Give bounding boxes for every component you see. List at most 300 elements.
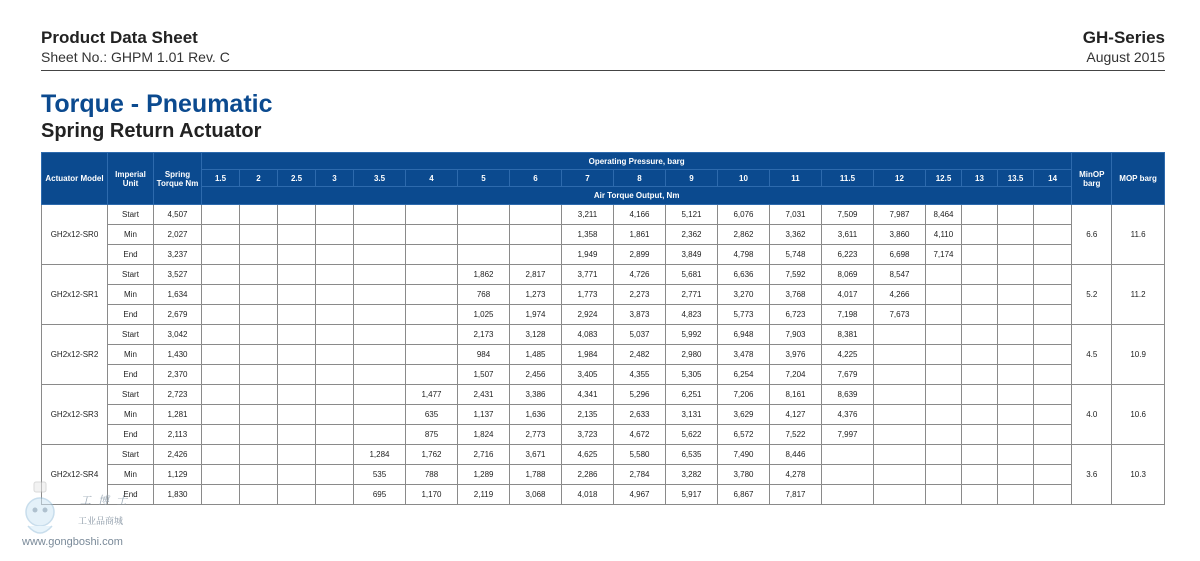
torque-value-cell xyxy=(202,465,240,485)
torque-value-cell: 4,127 xyxy=(770,405,822,425)
actuator-model-cell: GH2x12-SR1 xyxy=(42,265,108,325)
torque-value-cell xyxy=(354,385,406,405)
minop-cell: 4.0 xyxy=(1072,385,1112,445)
torque-value-cell xyxy=(278,365,316,385)
torque-value-cell xyxy=(874,345,926,365)
torque-value-cell xyxy=(822,485,874,505)
table-row xyxy=(42,265,1165,285)
page-title: Torque - Pneumatic xyxy=(41,90,273,118)
torque-value-cell xyxy=(926,425,962,445)
torque-value-cell: 7,673 xyxy=(874,305,926,325)
torque-value-cell: 2,980 xyxy=(666,345,718,365)
torque-value-cell: 2,817 xyxy=(510,265,562,285)
torque-value-cell xyxy=(962,345,998,365)
torque-value-cell xyxy=(406,205,458,225)
torque-value-cell xyxy=(202,245,240,265)
pressure-col-header: 12.5 xyxy=(926,170,962,187)
torque-value-cell: 7,174 xyxy=(926,245,962,265)
torque-value-cell: 6,076 xyxy=(718,205,770,225)
torque-value-cell xyxy=(962,465,998,485)
torque-value-cell: 1,824 xyxy=(458,425,510,445)
torque-value-cell xyxy=(354,405,406,425)
torque-value-cell: 4,017 xyxy=(822,285,874,305)
torque-value-cell xyxy=(1034,325,1072,345)
header-spring-torque: Spring Torque Nm xyxy=(154,153,202,205)
document-header-left xyxy=(41,28,230,66)
torque-value-cell xyxy=(962,205,998,225)
table-row xyxy=(42,465,1165,485)
torque-value-cell xyxy=(926,325,962,345)
torque-value-cell: 5,305 xyxy=(666,365,718,385)
watermark-url: www.gongboshi.com xyxy=(22,536,123,548)
torque-value-cell xyxy=(926,265,962,285)
torque-value-cell xyxy=(202,385,240,405)
minop-cell: 5.2 xyxy=(1072,265,1112,325)
torque-value-cell xyxy=(1034,305,1072,325)
torque-value-cell xyxy=(354,285,406,305)
torque-value-cell: 2,862 xyxy=(718,225,770,245)
torque-value-cell: 3,629 xyxy=(718,405,770,425)
torque-value-cell xyxy=(962,405,998,425)
torque-value-cell xyxy=(998,325,1034,345)
torque-value-cell: 7,592 xyxy=(770,265,822,285)
table-row xyxy=(42,365,1165,385)
torque-value-cell xyxy=(316,485,354,505)
spring-torque-cell: 1,129 xyxy=(154,465,202,485)
torque-value-cell xyxy=(822,465,874,485)
actuator-model-cell: GH2x12-SR0 xyxy=(42,205,108,265)
torque-value-cell: 7,204 xyxy=(770,365,822,385)
torque-value-cell xyxy=(278,225,316,245)
torque-value-cell xyxy=(354,345,406,365)
torque-value-cell xyxy=(998,265,1034,285)
spring-torque-cell: 1,830 xyxy=(154,485,202,505)
torque-value-cell xyxy=(316,345,354,365)
torque-value-cell xyxy=(240,265,278,285)
spring-torque-cell: 2,113 xyxy=(154,425,202,445)
torque-value-cell: 695 xyxy=(354,485,406,505)
torque-value-cell xyxy=(998,285,1034,305)
torque-value-cell: 3,386 xyxy=(510,385,562,405)
pressure-col-header: 14 xyxy=(1034,170,1072,187)
doc-title: Product Data Sheet xyxy=(41,28,198,47)
torque-value-cell xyxy=(962,385,998,405)
sheet-number: Sheet No.: GHPM 1.01 Rev. C xyxy=(41,49,230,65)
torque-value-cell xyxy=(458,245,510,265)
unit-cell: End xyxy=(108,245,154,265)
pressure-col-header: 2 xyxy=(240,170,278,187)
torque-value-cell xyxy=(926,385,962,405)
torque-value-cell xyxy=(998,225,1034,245)
torque-value-cell: 2,173 xyxy=(458,325,510,345)
torque-value-cell xyxy=(278,245,316,265)
spring-torque-cell: 4,507 xyxy=(154,205,202,225)
torque-value-cell: 6,572 xyxy=(718,425,770,445)
unit-cell: Min xyxy=(108,345,154,365)
torque-value-cell: 5,992 xyxy=(666,325,718,345)
torque-value-cell xyxy=(962,365,998,385)
torque-value-cell: 6,535 xyxy=(666,445,718,465)
torque-value-cell xyxy=(1034,445,1072,465)
torque-value-cell: 4,672 xyxy=(614,425,666,445)
torque-value-cell xyxy=(354,265,406,285)
torque-value-cell xyxy=(278,385,316,405)
torque-value-cell xyxy=(998,405,1034,425)
torque-value-cell xyxy=(202,225,240,245)
torque-value-cell xyxy=(240,285,278,305)
header-mop: MOP barg xyxy=(1112,153,1165,205)
torque-value-cell: 2,924 xyxy=(562,305,614,325)
minop-cell: 4.5 xyxy=(1072,325,1112,385)
table-row xyxy=(42,225,1165,245)
torque-value-cell xyxy=(406,285,458,305)
pressure-col-header: 10 xyxy=(718,170,770,187)
torque-value-cell: 6,223 xyxy=(822,245,874,265)
table-row xyxy=(42,325,1165,345)
document-header-right xyxy=(1083,28,1165,66)
torque-value-cell xyxy=(354,225,406,245)
torque-value-cell xyxy=(1034,285,1072,305)
torque-value-cell: 5,917 xyxy=(666,485,718,505)
torque-value-cell xyxy=(202,445,240,465)
torque-value-cell xyxy=(316,365,354,385)
table-row xyxy=(42,445,1165,465)
pressure-col-header: 1.5 xyxy=(202,170,240,187)
torque-value-cell: 2,135 xyxy=(562,405,614,425)
torque-value-cell xyxy=(202,425,240,445)
torque-value-cell xyxy=(962,305,998,325)
torque-value-cell xyxy=(240,205,278,225)
torque-value-cell xyxy=(316,305,354,325)
torque-value-cell xyxy=(354,245,406,265)
pressure-col-header: 11 xyxy=(770,170,822,187)
torque-value-cell xyxy=(202,305,240,325)
torque-value-cell xyxy=(240,465,278,485)
torque-value-cell xyxy=(998,445,1034,465)
torque-value-cell xyxy=(202,265,240,285)
torque-value-cell xyxy=(962,485,998,505)
torque-value-cell: 8,639 xyxy=(822,385,874,405)
spring-torque-cell: 3,237 xyxy=(154,245,202,265)
pressure-col-header: 4 xyxy=(406,170,458,187)
torque-value-cell: 7,031 xyxy=(770,205,822,225)
torque-value-cell: 6,698 xyxy=(874,245,926,265)
torque-value-cell xyxy=(278,325,316,345)
pressure-col-header: 3 xyxy=(316,170,354,187)
torque-value-cell xyxy=(316,205,354,225)
spring-torque-cell: 3,042 xyxy=(154,325,202,345)
torque-value-cell: 7,490 xyxy=(718,445,770,465)
minop-cell: 3.6 xyxy=(1072,445,1112,505)
torque-value-cell xyxy=(458,205,510,225)
pressure-col-header: 2.5 xyxy=(278,170,316,187)
torque-value-cell: 6,948 xyxy=(718,325,770,345)
unit-cell: Min xyxy=(108,405,154,425)
torque-value-cell xyxy=(962,445,998,465)
torque-value-cell: 6,723 xyxy=(770,305,822,325)
torque-value-cell xyxy=(278,285,316,305)
torque-value-cell: 4,798 xyxy=(718,245,770,265)
torque-value-cell: 4,967 xyxy=(614,485,666,505)
torque-value-cell: 8,069 xyxy=(822,265,874,285)
torque-value-cell: 7,817 xyxy=(770,485,822,505)
table-row xyxy=(42,245,1165,265)
torque-value-cell xyxy=(240,325,278,345)
torque-value-cell: 5,121 xyxy=(666,205,718,225)
unit-cell: Start xyxy=(108,265,154,285)
torque-value-cell: 4,355 xyxy=(614,365,666,385)
torque-value-cell: 7,997 xyxy=(822,425,874,445)
unit-cell: End xyxy=(108,365,154,385)
torque-value-cell: 875 xyxy=(406,425,458,445)
torque-value-cell xyxy=(962,425,998,445)
torque-value-cell: 1,788 xyxy=(510,465,562,485)
torque-value-cell: 635 xyxy=(406,405,458,425)
torque-value-cell: 2,784 xyxy=(614,465,666,485)
torque-value-cell: 3,671 xyxy=(510,445,562,465)
torque-value-cell: 7,522 xyxy=(770,425,822,445)
minop-cell: 6.6 xyxy=(1072,205,1112,265)
torque-value-cell xyxy=(998,485,1034,505)
torque-value-cell: 3,611 xyxy=(822,225,874,245)
torque-value-cell xyxy=(1034,425,1072,445)
torque-value-cell: 4,278 xyxy=(770,465,822,485)
torque-value-cell: 6,251 xyxy=(666,385,718,405)
actuator-model-cell: GH2x12-SR3 xyxy=(42,385,108,445)
header-actuator-model: Actuator Model xyxy=(42,153,108,205)
header-air-torque-output: Air Torque Output, Nm xyxy=(202,187,1072,205)
torque-value-cell: 788 xyxy=(406,465,458,485)
torque-value-cell xyxy=(240,485,278,505)
torque-value-cell: 7,206 xyxy=(718,385,770,405)
torque-value-cell xyxy=(962,285,998,305)
torque-value-cell: 5,296 xyxy=(614,385,666,405)
torque-value-cell: 1,773 xyxy=(562,285,614,305)
torque-value-cell: 4,110 xyxy=(926,225,962,245)
torque-value-cell xyxy=(510,225,562,245)
torque-value-cell xyxy=(874,465,926,485)
unit-cell: Min xyxy=(108,225,154,245)
torque-value-cell xyxy=(316,445,354,465)
torque-value-cell: 3,860 xyxy=(874,225,926,245)
torque-value-cell xyxy=(316,265,354,285)
torque-value-cell: 5,622 xyxy=(666,425,718,445)
torque-value-cell xyxy=(926,345,962,365)
torque-value-cell: 7,198 xyxy=(822,305,874,325)
torque-value-cell xyxy=(874,425,926,445)
torque-value-cell xyxy=(354,365,406,385)
header-operating-pressure: Operating Pressure, barg xyxy=(202,153,1072,170)
torque-value-cell: 3,723 xyxy=(562,425,614,445)
torque-value-cell: 2,362 xyxy=(666,225,718,245)
spring-torque-cell: 3,527 xyxy=(154,265,202,285)
torque-value-cell xyxy=(874,485,926,505)
torque-value-cell xyxy=(998,245,1034,265)
torque-value-cell: 8,381 xyxy=(822,325,874,345)
torque-value-cell xyxy=(406,265,458,285)
pressure-col-header: 3.5 xyxy=(354,170,406,187)
torque-value-cell: 7,903 xyxy=(770,325,822,345)
torque-value-cell: 4,266 xyxy=(874,285,926,305)
torque-value-cell xyxy=(278,345,316,365)
torque-value-cell: 1,025 xyxy=(458,305,510,325)
watermark-cn-text: 工业品商城 xyxy=(78,516,124,526)
torque-value-cell xyxy=(240,345,278,365)
torque-value-cell xyxy=(278,445,316,465)
torque-value-cell: 2,633 xyxy=(614,405,666,425)
torque-value-cell: 4,625 xyxy=(562,445,614,465)
torque-value-cell xyxy=(998,345,1034,365)
torque-value-cell xyxy=(926,405,962,425)
header-minop: MinOP barg xyxy=(1072,153,1112,205)
torque-value-cell xyxy=(962,225,998,245)
torque-value-cell: 1,507 xyxy=(458,365,510,385)
torque-value-cell xyxy=(874,385,926,405)
torque-value-cell xyxy=(202,405,240,425)
torque-value-cell xyxy=(278,265,316,285)
torque-value-cell xyxy=(962,245,998,265)
torque-value-cell xyxy=(406,325,458,345)
torque-value-cell xyxy=(510,205,562,225)
torque-value-cell: 6,636 xyxy=(718,265,770,285)
torque-value-cell: 6,254 xyxy=(718,365,770,385)
torque-value-cell xyxy=(962,325,998,345)
torque-value-cell: 1,485 xyxy=(510,345,562,365)
page-subtitle: Spring Return Actuator xyxy=(41,120,262,142)
torque-value-cell: 1,974 xyxy=(510,305,562,325)
torque-value-cell xyxy=(406,225,458,245)
pressure-col-header: 8 xyxy=(614,170,666,187)
unit-cell: End xyxy=(108,425,154,445)
torque-value-cell: 4,376 xyxy=(822,405,874,425)
torque-table xyxy=(41,152,1165,505)
torque-value-cell: 2,119 xyxy=(458,485,510,505)
torque-value-cell: 8,464 xyxy=(926,205,962,225)
torque-value-cell xyxy=(874,405,926,425)
torque-value-cell xyxy=(278,465,316,485)
torque-value-cell xyxy=(926,305,962,325)
table-row xyxy=(42,425,1165,445)
actuator-model-cell: GH2x12-SR4 xyxy=(42,445,108,505)
torque-value-cell xyxy=(1034,385,1072,405)
torque-value-cell: 3,873 xyxy=(614,305,666,325)
torque-value-cell: 2,771 xyxy=(666,285,718,305)
pressure-col-header: 13 xyxy=(962,170,998,187)
torque-value-cell: 3,068 xyxy=(510,485,562,505)
torque-value-cell xyxy=(316,385,354,405)
torque-value-cell xyxy=(278,205,316,225)
unit-cell: Start xyxy=(108,325,154,345)
torque-value-cell xyxy=(354,325,406,345)
torque-value-cell xyxy=(998,365,1034,385)
torque-value-cell: 7,509 xyxy=(822,205,874,225)
torque-value-cell xyxy=(998,305,1034,325)
spring-torque-cell: 2,679 xyxy=(154,305,202,325)
torque-value-cell xyxy=(316,225,354,245)
torque-value-cell: 1,861 xyxy=(614,225,666,245)
torque-value-cell xyxy=(406,245,458,265)
mop-cell: 10.3 xyxy=(1112,445,1165,505)
torque-value-cell xyxy=(240,365,278,385)
torque-value-cell xyxy=(1034,225,1072,245)
pressure-col-header: 13.5 xyxy=(998,170,1034,187)
unit-cell: Start xyxy=(108,445,154,465)
table-row xyxy=(42,205,1165,225)
torque-value-cell xyxy=(202,365,240,385)
spring-torque-cell: 2,370 xyxy=(154,365,202,385)
torque-value-cell xyxy=(926,465,962,485)
torque-value-cell: 8,161 xyxy=(770,385,822,405)
torque-value-cell xyxy=(1034,465,1072,485)
torque-value-cell xyxy=(874,445,926,465)
torque-value-cell xyxy=(240,425,278,445)
torque-value-cell xyxy=(1034,405,1072,425)
torque-value-cell: 1,289 xyxy=(458,465,510,485)
pressure-col-header: 12 xyxy=(874,170,926,187)
torque-value-cell: 1,273 xyxy=(510,285,562,305)
table-row xyxy=(42,485,1165,505)
torque-value-cell: 768 xyxy=(458,285,510,305)
torque-value-cell xyxy=(998,465,1034,485)
torque-value-cell: 3,362 xyxy=(770,225,822,245)
torque-value-cell xyxy=(1034,265,1072,285)
torque-value-cell xyxy=(316,465,354,485)
torque-value-cell xyxy=(354,425,406,445)
torque-value-cell xyxy=(926,445,962,465)
torque-value-cell: 5,748 xyxy=(770,245,822,265)
torque-value-cell: 3,131 xyxy=(666,405,718,425)
torque-value-cell: 2,899 xyxy=(614,245,666,265)
mop-cell: 10.6 xyxy=(1112,385,1165,445)
torque-value-cell: 984 xyxy=(458,345,510,365)
torque-value-cell xyxy=(240,245,278,265)
torque-value-cell: 5,580 xyxy=(614,445,666,465)
torque-value-cell xyxy=(998,385,1034,405)
torque-value-cell xyxy=(510,245,562,265)
table-row xyxy=(42,285,1165,305)
torque-value-cell: 4,018 xyxy=(562,485,614,505)
torque-value-cell xyxy=(278,425,316,445)
torque-value-cell xyxy=(240,225,278,245)
torque-value-cell: 3,768 xyxy=(770,285,822,305)
torque-value-cell xyxy=(1034,365,1072,385)
spring-torque-cell: 1,634 xyxy=(154,285,202,305)
torque-value-cell: 3,405 xyxy=(562,365,614,385)
torque-value-cell xyxy=(406,365,458,385)
torque-value-cell xyxy=(240,445,278,465)
torque-value-cell: 1,762 xyxy=(406,445,458,465)
torque-value-cell: 2,273 xyxy=(614,285,666,305)
torque-value-cell: 3,849 xyxy=(666,245,718,265)
torque-value-cell: 2,773 xyxy=(510,425,562,445)
torque-value-cell xyxy=(202,485,240,505)
unit-cell: End xyxy=(108,305,154,325)
torque-value-cell: 4,823 xyxy=(666,305,718,325)
torque-value-cell: 6,867 xyxy=(718,485,770,505)
torque-value-cell: 5,773 xyxy=(718,305,770,325)
torque-value-cell xyxy=(926,285,962,305)
torque-value-cell: 1,170 xyxy=(406,485,458,505)
torque-value-cell xyxy=(240,405,278,425)
torque-value-cell xyxy=(316,405,354,425)
pressure-col-header: 11.5 xyxy=(822,170,874,187)
spring-torque-cell: 1,430 xyxy=(154,345,202,365)
torque-value-cell: 4,083 xyxy=(562,325,614,345)
torque-value-cell xyxy=(316,285,354,305)
torque-value-cell: 5,037 xyxy=(614,325,666,345)
torque-value-cell xyxy=(874,365,926,385)
torque-value-cell: 4,166 xyxy=(614,205,666,225)
